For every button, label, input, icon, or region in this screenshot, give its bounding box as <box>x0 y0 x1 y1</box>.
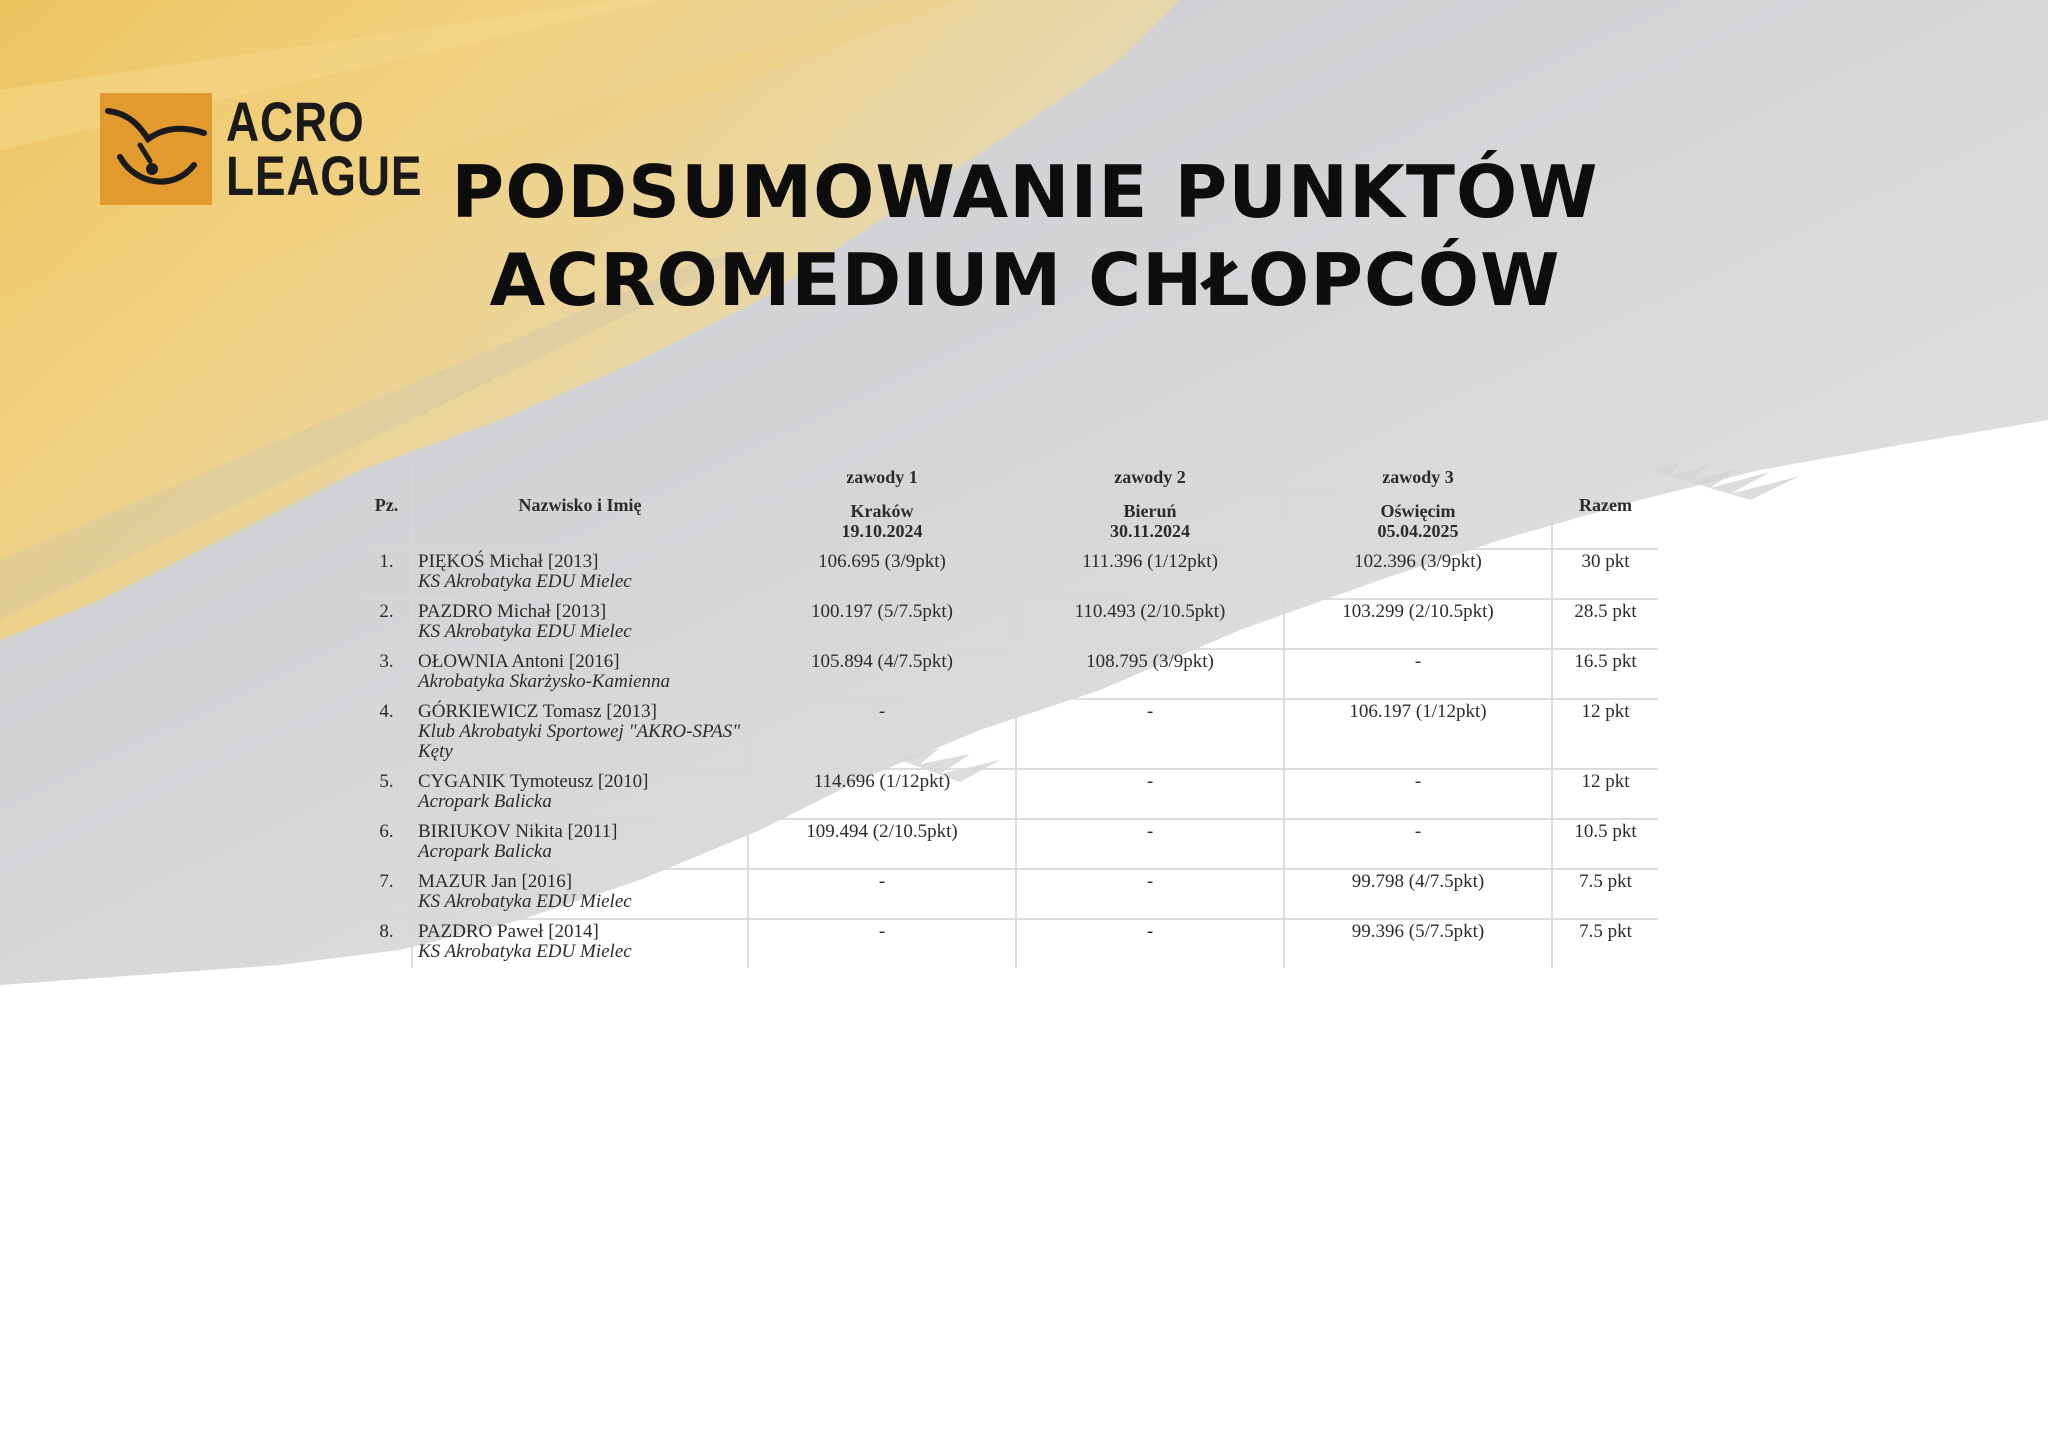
table-row <box>362 769 1658 819</box>
page-title-line-2: ACROMEDIUM CHŁOPCÓW <box>489 238 1561 322</box>
athlete-club: KS Akrobatyka EDU Mielec <box>418 571 632 592</box>
cell-position: 2. <box>362 599 412 649</box>
athlete-name: PIĘKOŚ Michał [2013] <box>418 551 599 572</box>
cell-total: 7.5 pkt <box>1552 869 1658 919</box>
cell-competition-2: 108.795 (3/9pkt) <box>1016 649 1284 699</box>
athlete-club: Akrobatyka Skarżysko-Kamienna <box>418 671 671 692</box>
cell-competition-2: - <box>1016 699 1284 769</box>
competition-city: Oświęcim <box>1380 501 1456 521</box>
header-position: Pz. <box>362 462 412 549</box>
cell-athlete <box>412 549 748 599</box>
cell-competition-3: - <box>1284 819 1552 869</box>
table-header-row <box>362 462 1658 493</box>
athlete-name: OŁOWNIA Antoni [2016] <box>418 651 620 672</box>
cell-total: 10.5 pkt <box>1552 819 1658 869</box>
athlete-name: GÓRKIEWICZ Tomasz [2013] <box>418 701 657 722</box>
table-row <box>362 699 1658 769</box>
athlete-name: PAZDRO Paweł [2014] <box>418 921 599 942</box>
cell-competition-2: - <box>1016 819 1284 869</box>
table-row <box>362 649 1658 699</box>
header-total: Razem <box>1552 462 1658 549</box>
table-row <box>362 549 1658 599</box>
cell-competition-1: 100.197 (5/7.5pkt) <box>748 599 1016 649</box>
header-name: Nazwisko i Imię <box>412 462 748 549</box>
table-row <box>362 819 1658 869</box>
cell-competition-1: 105.894 (4/7.5pkt) <box>748 649 1016 699</box>
cell-position: 6. <box>362 819 412 869</box>
competition-city: Bieruń <box>1123 501 1177 521</box>
cell-competition-1: - <box>748 869 1016 919</box>
cell-competition-1: - <box>748 919 1016 968</box>
acrobat-logo-icon <box>100 93 212 205</box>
cell-competition-1: - <box>748 699 1016 769</box>
athlete-club: Acropark Balicka <box>418 791 552 812</box>
competition-date: 30.11.2024 <box>1109 521 1190 541</box>
cell-competition-3: 102.396 (3/9pkt) <box>1284 549 1552 599</box>
cell-competition-2: - <box>1016 919 1284 968</box>
cell-competition-2: - <box>1016 769 1284 819</box>
cell-athlete <box>412 649 748 699</box>
athlete-name: MAZUR Jan [2016] <box>418 871 573 892</box>
athlete-club: KS Akrobatyka EDU Mielec <box>418 621 632 642</box>
cell-total: 30 pkt <box>1552 549 1658 599</box>
cell-competition-1: 114.696 (1/12pkt) <box>748 769 1016 819</box>
cell-total: 28.5 pkt <box>1552 599 1658 649</box>
athlete-club: KS Akrobatyka EDU Mielec <box>418 941 632 962</box>
cell-competition-2: - <box>1016 869 1284 919</box>
cell-competition-3: 103.299 (2/10.5pkt) <box>1284 599 1552 649</box>
competition-city: Kraków <box>850 501 914 521</box>
cell-competition-3: - <box>1284 769 1552 819</box>
cell-athlete <box>412 869 748 919</box>
athlete-club: KS Akrobatyka EDU Mielec <box>418 891 632 912</box>
cell-position: 4. <box>362 699 412 769</box>
cell-total: 16.5 pkt <box>1552 649 1658 699</box>
cell-competition-1: 106.695 (3/9pkt) <box>748 549 1016 599</box>
cell-athlete <box>412 769 748 819</box>
cell-position: 5. <box>362 769 412 819</box>
cell-position: 8. <box>362 919 412 968</box>
cell-competition-3: 99.798 (4/7.5pkt) <box>1284 869 1552 919</box>
competition-date: 05.04.2025 <box>1377 521 1459 541</box>
cell-total: 7.5 pkt <box>1552 919 1658 968</box>
cell-competition-2: 110.493 (2/10.5pkt) <box>1016 599 1284 649</box>
cell-athlete <box>412 599 748 649</box>
table-row <box>362 869 1658 919</box>
athlete-club: Klub Akrobatyki Sportowej "AKRO-SPAS" Kęty <box>418 721 741 762</box>
cell-competition-2: 111.396 (1/12pkt) <box>1016 549 1284 599</box>
cell-position: 3. <box>362 649 412 699</box>
cell-position: 7. <box>362 869 412 919</box>
athlete-name: CYGANIK Tymoteusz [2010] <box>418 771 649 792</box>
header-competition-2: zawody 2 <box>1016 462 1284 493</box>
cell-competition-3: 99.396 (5/7.5pkt) <box>1284 919 1552 968</box>
athlete-name: BIRIUKOV Nikita [2011] <box>418 821 618 842</box>
cell-total: 12 pkt <box>1552 699 1658 769</box>
athlete-club: Acropark Balicka <box>418 841 552 862</box>
cell-athlete <box>412 819 748 869</box>
header-competition-1: zawody 1 <box>748 462 1016 493</box>
logo-text-league: LEAGUE <box>226 144 423 207</box>
cell-total: 12 pkt <box>1552 769 1658 819</box>
page-title-line-1: PODSUMOWANIE PUNKTÓW <box>451 150 1599 234</box>
table-row <box>362 599 1658 649</box>
page-title <box>380 148 1670 324</box>
header-competition-3-venue <box>1284 493 1552 549</box>
logo-text-acro: ACRO <box>226 90 365 153</box>
competition-date: 19.10.2024 <box>841 521 923 541</box>
header-competition-2-venue <box>1016 493 1284 549</box>
athlete-name: PAZDRO Michał [2013] <box>418 601 607 622</box>
acro-league-logo <box>100 90 423 210</box>
header-competition-1-venue <box>748 493 1016 549</box>
results-table <box>362 462 1658 968</box>
cell-competition-3: - <box>1284 649 1552 699</box>
cell-athlete <box>412 699 748 769</box>
cell-position: 1. <box>362 549 412 599</box>
header-competition-3: zawody 3 <box>1284 462 1552 493</box>
cell-competition-1: 109.494 (2/10.5pkt) <box>748 819 1016 869</box>
table-row <box>362 919 1658 968</box>
cell-competition-3: 106.197 (1/12pkt) <box>1284 699 1552 769</box>
cell-athlete <box>412 919 748 968</box>
